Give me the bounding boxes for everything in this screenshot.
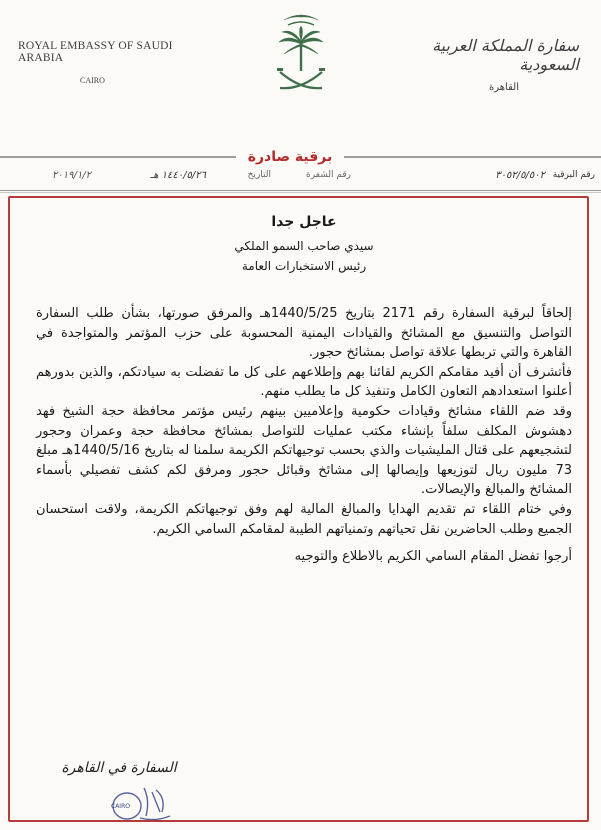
stamp-label: CAIRO <box>111 803 130 810</box>
addressee-line1: سيدي صاحب السمو الملكي <box>234 239 374 253</box>
letter-paragraphs <box>36 304 572 539</box>
meta-divider-secondary <box>0 192 601 193</box>
date-hijri-value: ١٤٤٠/٥/٢٦ هـ <box>150 170 206 181</box>
telegram-number-label: رقم البرقية <box>552 170 595 180</box>
embassy-city-arabic: القاهرة <box>489 82 519 93</box>
date-gregorian-value: ٢٠١٩/١/٢ <box>52 170 91 181</box>
meta-divider <box>0 190 601 191</box>
closing-line: أرجوا تفضل المقام السامي الكريم بالاطلاع والتوجيه <box>294 549 572 565</box>
saudi-emblem-icon <box>270 8 332 100</box>
date-label: التاريخ <box>247 170 271 180</box>
embassy-name-english <box>18 40 198 85</box>
embassy-name-arabic <box>389 36 579 93</box>
embassy-name-arabic-line1: سفارة المملكة العربية السعودية <box>432 36 579 74</box>
telegram-meta-row <box>0 170 601 190</box>
embassy-city-english: CAIRO <box>80 76 105 85</box>
telegram-type-label: برقية صادرة <box>236 147 344 167</box>
paragraph-1: إلحاقاً لبرقية السفارة رقم 2171 بتاريخ 1440/5/25هـ والمرفق صورتها، بشأن طلب السفارة التواصل والتنسيق مع المشائخ والقيادات اليمنية المحسوبة على حزب المؤتمر والمتواجدة في القاهرة والتي تربطها علاقة تواصل بمشائخ حجور. <box>36 306 573 361</box>
paragraph-4: وفي ختام اللقاء تم تقديم الهدايا والمبالغ المالية لهم وفق توجيهاتكم الكريمة، ولاقت استحسان الجميع وطلب الحاضرين نقل تحياتهم وتمنياتهم الطيبة لمقامكم السامي الكريم. <box>36 501 572 537</box>
embassy-name-english-line1: ROYAL EMBASSY OF SAUDI ARABIA <box>18 40 173 64</box>
addressee-line2: رئيس الاستخبارات العامة <box>241 259 367 273</box>
telegram-number-value: ٣٠٥٢/٥/٥٠٢ <box>495 170 545 181</box>
paragraph-2: فأتشرف أن أفيد مقامكم الكريم لقائنا بهم وإطلاعهم على كل ما تفضلت به سيادتكم، والذين بدورهم أعلنوا استعدادهم التعاون الكامل وتنفيذ كل ما يطلب منهم. <box>36 364 572 400</box>
urgency-label: عاجل جدا <box>271 214 337 230</box>
signature: السفارة في القاهرة <box>61 760 177 776</box>
letter-body <box>36 210 572 566</box>
encryption-number-label: رقم الشفرة <box>305 170 351 180</box>
paragraph-3: وقد ضم اللقاء مشائخ وقيادات حكومية وإعلاميين بينهم رئيس مؤتمر محافظة حجة الشيخ فهد دهشوش المكلف سلفاً بإنشاء مكتب عمليات للتواصل بمشائخ محافظة حجة وعمران وحجور لتشجيعهم على قتال المليشيات والذي بحسب توجيهاتكم الكريمة سلمنا له بتاريخ 1440/5/16هـ مبلغ 73 مليون ريال لتوزيعها وإيصالها إلى مشائخ وقبائل حجور ومرفق لكم كشف تفصيلي بأسماء المشائخ والمبالغ والإيصالات. <box>36 403 573 498</box>
